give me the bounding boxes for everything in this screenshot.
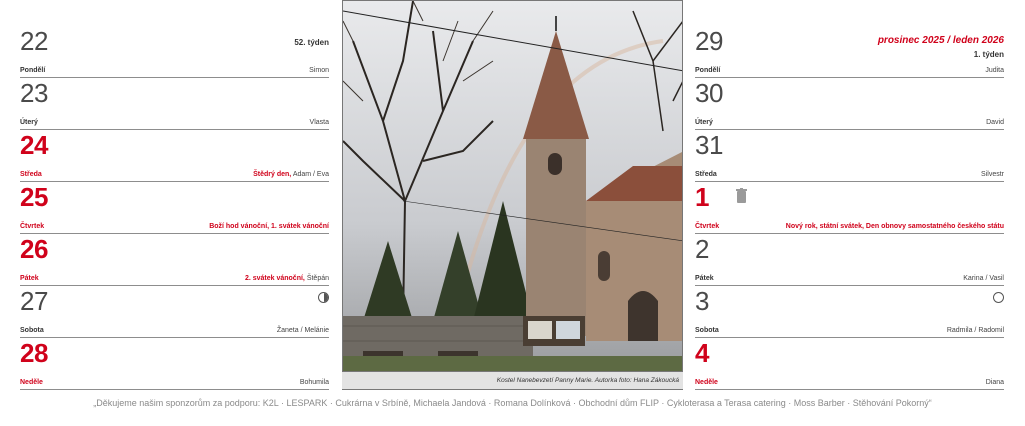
day-name: Čtvrtek xyxy=(695,223,720,230)
day-28 xyxy=(20,338,329,390)
day-name: Čtvrtek xyxy=(20,223,45,230)
day-22 xyxy=(20,26,329,78)
day-number: 27 xyxy=(20,286,48,316)
day-4 xyxy=(695,338,1004,390)
day-number: 3 xyxy=(695,286,709,316)
day-25 xyxy=(20,182,329,234)
name-day: Štědrý den, Adam / Eva xyxy=(253,171,329,178)
day-26 xyxy=(20,234,329,286)
day-name: Sobota xyxy=(695,327,719,334)
holiday-label: Štědrý den, xyxy=(253,171,292,178)
name-day: Judita xyxy=(985,67,1004,74)
day-number: 29 xyxy=(695,26,723,56)
name-day: Radmila / Radomil xyxy=(946,327,1004,334)
trash-bin-icon xyxy=(736,188,747,204)
day-number: 24 xyxy=(20,130,48,160)
day-2 xyxy=(695,234,1004,286)
day-name: Sobota xyxy=(20,327,44,334)
day-number: 30 xyxy=(695,78,723,108)
day-name: Úterý xyxy=(20,119,38,126)
church-illustration xyxy=(343,1,683,372)
day-number: 2 xyxy=(695,234,709,264)
day-name: Úterý xyxy=(695,119,713,126)
day-name: Pondělí xyxy=(695,67,721,74)
sponsors-footer: „Děkujeme našim sponzorům za podporu: K2L · LESPARK · Cukrárna v Srbíně, Michaela Jandová · Romana Dolínková · Obchodní dům FLIP · Cykloterasa a Terasa catering · Moss Barber · Stěhování Pokorný“ xyxy=(93,398,932,408)
day-number: 31 xyxy=(695,130,723,160)
name-day: Žaneta / Melánie xyxy=(276,327,329,334)
day-name: Pátek xyxy=(20,275,39,282)
church-photo xyxy=(342,0,683,372)
name-day: Bohumila xyxy=(299,379,329,386)
day-3 xyxy=(695,286,1004,338)
name-day: Vlasta xyxy=(309,119,329,126)
half-moon-icon xyxy=(318,292,329,303)
day-number: 26 xyxy=(20,234,48,264)
day-name: Středa xyxy=(695,171,717,178)
day-name: Pondělí xyxy=(20,67,46,74)
holiday-label: 2. svátek vánoční, xyxy=(244,275,305,282)
full-moon-icon xyxy=(993,292,1004,303)
day-30 xyxy=(695,78,1004,130)
name-day: 2. svátek vánoční, Štěpán xyxy=(244,275,329,282)
day-name: Neděle xyxy=(20,379,43,386)
week-number: 1. týden xyxy=(973,50,1004,59)
day-number: 1 xyxy=(695,182,709,212)
name-day: David xyxy=(986,119,1004,126)
day-31 xyxy=(695,130,1004,182)
name-day xyxy=(786,223,1004,230)
day-number: 23 xyxy=(20,78,48,108)
name-day xyxy=(209,223,329,230)
photo-caption: Kostel Nanebevzetí Panny Marie. Autorka foto: Hana Zákoucká xyxy=(342,372,683,390)
day-27 xyxy=(20,286,329,338)
name-day: Silvestr xyxy=(981,171,1004,178)
name-day: Karina / Vasil xyxy=(963,275,1004,282)
holiday-label: Boží hod vánoční, 1. svátek vánoční xyxy=(209,223,329,230)
day-23 xyxy=(20,78,329,130)
name-day: Diana xyxy=(985,379,1004,386)
name-day: Simon xyxy=(309,67,329,74)
day-number: 4 xyxy=(695,338,709,368)
month-title: prosinec 2025 / leden 2026 xyxy=(877,35,1004,46)
day-1 xyxy=(695,182,1004,234)
day-name: Neděle xyxy=(695,379,718,386)
day-number: 25 xyxy=(20,182,48,212)
week-number: 52. týden xyxy=(294,38,329,47)
day-name: Pátek xyxy=(695,275,714,282)
day-24 xyxy=(20,130,329,182)
day-number: 22 xyxy=(20,26,48,56)
holiday-label: Nový rok, státní svátek, Den obnovy samostatného českého státu xyxy=(785,223,1004,230)
day-number: 28 xyxy=(20,338,48,368)
day-name: Středa xyxy=(20,171,42,178)
day-29 xyxy=(695,26,1004,78)
